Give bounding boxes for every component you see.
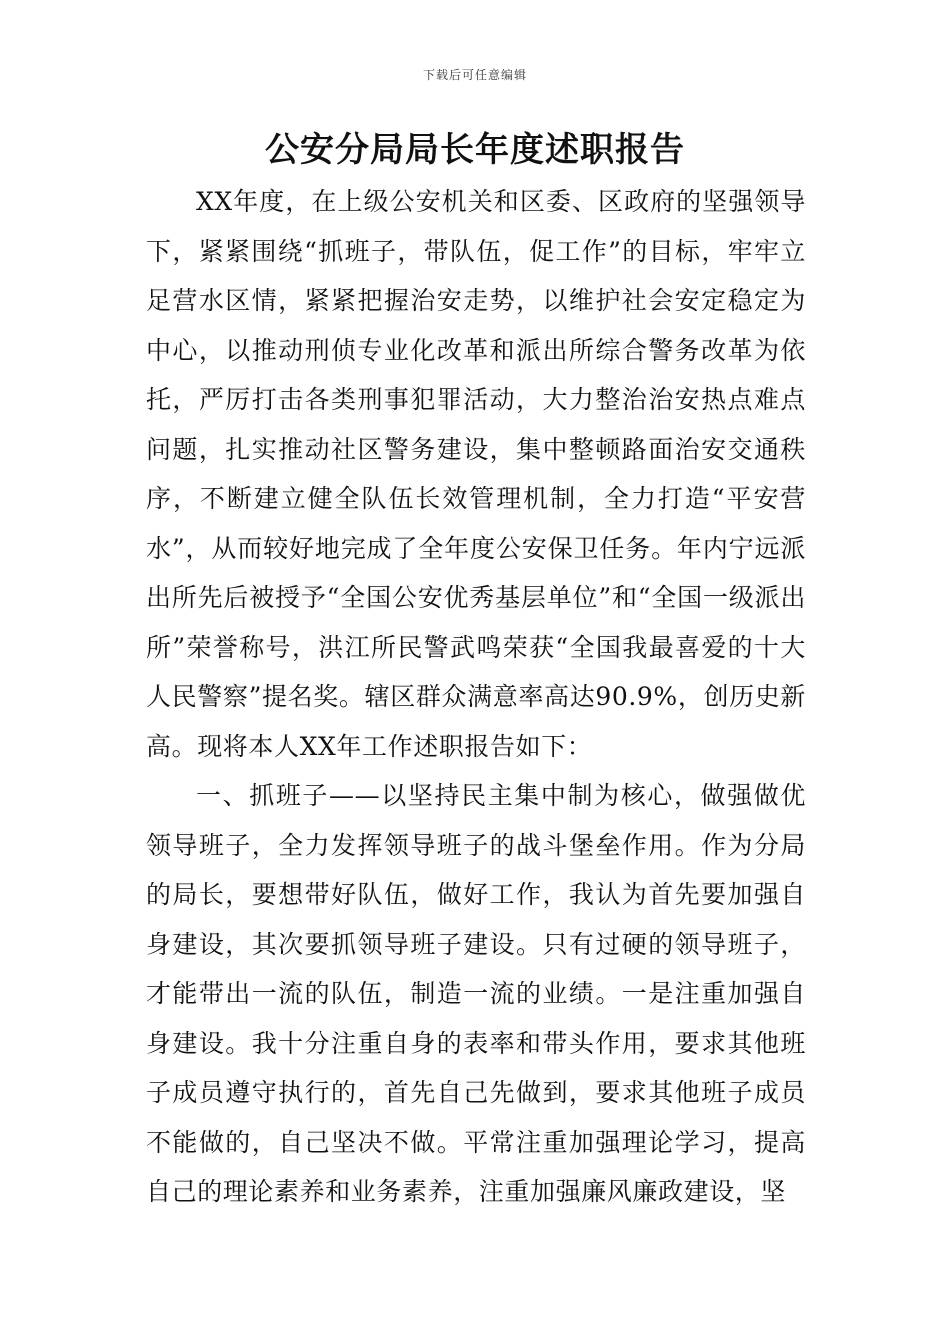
paragraph-section-one: 一、抓班子——以坚持民主集中制为核心，做强做优领导班子，全力发挥领导班子的战斗堡垒作用。作为分局的局长，要想带好队伍，做好工作，我认为首先要加强自身建设，其次要抓领导班子建设。只有过硬的领导班子，才能带出一流的队伍，制造一流的业绩。一是注重加强自身建设。我十分注重自身的表率和带头作用，要求其他班子成员遵守执行的，首先自己先做到，要求其他班子成员不能做的，自己坚决不做。平常注重加强理论学习，提高自己的理论素养和业务素养，注重加强廉风廉政建设，坚 <box>146 781 806 1206</box>
paragraph-intro: XX年度，在上级公安机关和区委、区政府的坚强领导下，紧紧围绕“抓班子，带队伍，促工作”的目标，牢牢立足营水区情，紧紧把握治安走势，以维护社会安定稳定为中心，以推动刑侦专业化改革和派出所综合警务改革为依托，严厉打击各类刑事犯罪活动，大力整治治安热点难点问题，扎实推动社区警务建设，集中整顿路面治安交通秩序，不断建立健全队伍长效管理机制，全力打造“平安营水”，从而较好地完成了全年度公安保卫任务。年内宁远派出所先后被授予“全国公安优秀基层单位”和“全国一级派出所”荣誉称号，洪江所民警武鸣荣获“全国我最喜爱的十大人民警察”提名奖。辖区群众满意率高达90.9%，创历史新高。现将本人XX年工作述职报告如下： <box>146 187 806 761</box>
document-title: 公安分局局长年度述职报告 <box>265 130 685 170</box>
header-note: 下载后可任意编辑 <box>422 68 527 82</box>
document-body <box>146 177 806 1217</box>
